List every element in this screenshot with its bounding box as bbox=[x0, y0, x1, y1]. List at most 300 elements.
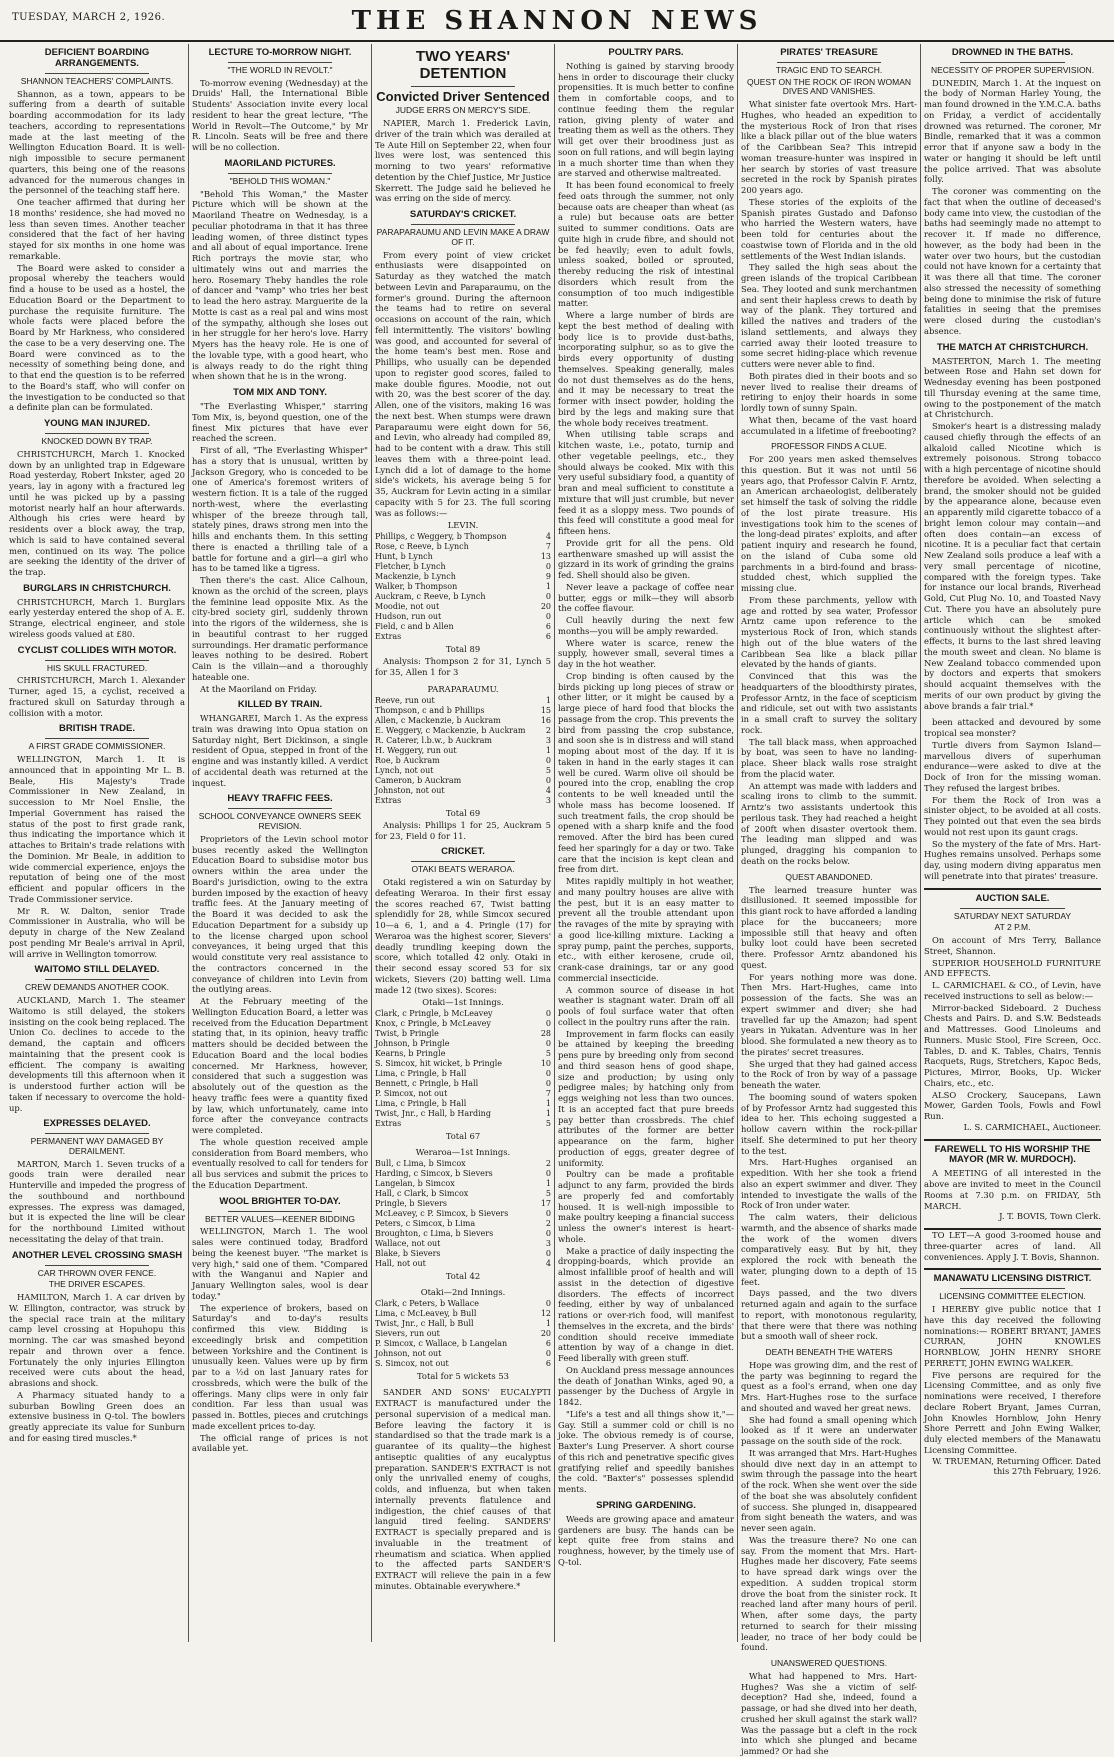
batsman-runs: 2 bbox=[545, 1219, 551, 1229]
scorecard-team: Otaki—1st Innings. bbox=[422, 997, 504, 1008]
scorecard-team: LEVIN. bbox=[447, 520, 479, 531]
article-paragraph: The booming sound of waters spoken of by Professor Arntz had suggested this idea to her. This echoing suggested a hollow cavern within the rock-pillar itself. She determined to put her theory to the test. bbox=[741, 1091, 917, 1156]
article bbox=[375, 1387, 551, 1591]
article bbox=[375, 48, 551, 204]
article-paragraph: On Auckland press message announces the death of Jonathan Winks, aged 90, a passenger by the Duchess of Argyle in 1842. bbox=[558, 1364, 734, 1408]
article-paragraph: Poultry can be made a profitable adjunct to any farm, provided the birds are properly fed and comfortably housed. It is well-nigh impossible to make poultry keeping a financial success unless the owner's interest is heart-whole. bbox=[558, 1169, 734, 1244]
article-headline: KILLED BY TRAIN. bbox=[237, 699, 323, 711]
batsman-runs: 0 bbox=[545, 1009, 551, 1019]
scorecard-row bbox=[375, 602, 551, 612]
article-paragraph: CHRISTCHURCH, March 1. Knocked down by an unlighted trap in Edgeware Road yesterday, Robert Inkster, aged 20 years, lay in agony with a fractured leg until he was picked up by a passing motorist nearly half an hour afterwards. Although his cries were heard by residents over a block away, the trap, which is said to have contained several men, continued on its way. The police are seeking the identity of the driver of the trap. bbox=[9, 448, 185, 578]
batsman-entry: Phillips, c Weggery, b Thompson bbox=[375, 532, 507, 542]
headline-rule bbox=[45, 433, 149, 434]
article-subheading: AT 2 P.M. bbox=[994, 922, 1031, 933]
article-paragraph: AUCKLAND, March 1. The steamer Waitomo is still delayed, the stokers insisting on the cook being replaced. The Union Co. declines to accede to the demand, the captain and officers maintaining that the present cook is efficient. The company is awaiting developments till this afternoon when it is understood further action will be taken if necessary to overcome the hold-up. bbox=[9, 995, 185, 1113]
batsman-entry: Extras bbox=[375, 795, 402, 805]
article-paragraph: Where water is scarce, renew the supply, however small, several times a day in the hot weather. bbox=[558, 637, 734, 670]
batsman-entry: Kearns, b Pringle bbox=[375, 1049, 446, 1059]
headline-rule bbox=[777, 62, 881, 63]
batsman-runs: 1 bbox=[545, 1109, 551, 1119]
article-paragraph: First of all, "The Everlasting Whisper" has a story that is unusual, written by Jackson Gregory, who is conceded to be one of America's foremost writers of western fiction. It is a tale of the rugged north-west, where the everlasting whisper of the breeze through tall, stately pines, draws strong men into the hills and enchants them. In this setting there is enacted a thrilling tale of a battle for fortune and a girl—a girl who has to be tamed like a tigress. bbox=[192, 445, 368, 574]
scorecard-row bbox=[375, 1059, 551, 1069]
scorecard-row bbox=[375, 1099, 551, 1109]
batsman-runs: 0 bbox=[545, 1019, 551, 1029]
article-paragraph: From these parchments, yellow with age and rotted by sea water, Professor Arntz came upon reference to the mysterious Rock of Iron, which stands high out of the blue waters of the Caribbean Sea like a black pillar elevated by the hands of giants. bbox=[741, 594, 917, 670]
scorecard-row bbox=[375, 776, 551, 786]
article-headline: HEAVY TRAFFIC FEES. bbox=[227, 793, 333, 805]
article-paragraph: For them the Rock of Iron was a sinister object, to be avoided at all costs. They pointed out that even the sea birds would not rest upon its gaunt crags. bbox=[924, 794, 1101, 837]
batsman-entry: Peters, c Simcox, b Lima bbox=[375, 1219, 476, 1229]
headline-rule bbox=[411, 86, 515, 87]
scorecard-row bbox=[375, 736, 551, 746]
article-subheading: BETTER VALUES—KEENER BIDDING bbox=[204, 1213, 356, 1224]
scorecard-total: Total for 5 wickets 53 bbox=[416, 1371, 510, 1382]
article-subheading: UNANSWERED QUESTIONS. bbox=[770, 1658, 888, 1669]
article-paragraph: L. CARMICHAEL & CO., of Levin, have received instructions to sell as below:— bbox=[924, 980, 1101, 1001]
scorecard-row bbox=[375, 532, 551, 542]
article bbox=[9, 48, 185, 413]
article-paragraph: For 200 years men asked themselves this question. But it was not until 56 years ago, that Professor Calvin F. Arntz, an American archaeologist, deliberately set himself the task of solving the riddle of the lost pirate treasure. His investigations took him to the scenes of the long-dead pirates' exploits, and after patient inquiry and research he found, on the island of Cuba some old parchments in a bird-found and brass-studded chest, which supplied the missing clue. bbox=[741, 454, 917, 594]
article-headline: MANAWATU LICENSING DISTRICT. bbox=[933, 1273, 1092, 1285]
article-paragraph: been attacked and devoured by some tropical sea monster? bbox=[924, 717, 1101, 739]
article-paragraph: Crop binding is often caused by the birds picking up long pieces of straw or other litter, or it might be caused by a large piece of hard food that blocks the passage from the crop. This prevents the bird from passing the crop substance, and soon she is in distress and will stand moping about most of the day. If it is taken in hand in the early stages it can well be cured. Warm olive oil should be poured into the crop, enabling the crop contents to be well kneaded until the whole mass has become loosened. If such treatment fails, the crop should be opened with a sharp knife and the food removed. After the bird has been cured feed her sparingly for a day or two. Take care that the incision is kept clean and free from dirt. bbox=[558, 670, 734, 875]
batsman-entry: Sievers, run out bbox=[375, 1329, 440, 1339]
batsman-entry: Reeve, run out bbox=[375, 695, 435, 705]
article bbox=[375, 847, 551, 1141]
headline-rule bbox=[228, 173, 332, 174]
scorecard-row bbox=[375, 1229, 551, 1239]
scorecard-row bbox=[375, 1019, 551, 1029]
scorecard-row bbox=[375, 786, 551, 796]
article-paragraph: She urged that they had gained access to the Rock of Iron by way of a passage beneath the water. bbox=[741, 1058, 917, 1090]
article-paragraph: What sinister fate overtook Mrs. Hart-Hughes, who headed an expedition to the mysterious Rock of Iron that rises like a black pillar out of the blue waters of the Caribbean Sea? This intrepid woman treasure-hunter was inspired in her search by stories of vast treasure secreted in the rock by Spanish pirates 200 years ago. bbox=[741, 99, 917, 196]
article-paragraph: What had happened to Mrs. Hart-Hughes? Was she a victim of self-deception? Had she, indeed, found a passage, or had she dived into her death, crushed her skull against the stark wall? Was the passage but a cleft in the rock into which she plunged and became jammed? Or had she bbox=[741, 1670, 917, 1757]
batsman-entry: Langelan, b Simcox bbox=[375, 1179, 455, 1189]
batsman-entry: McLeavey, c P. Simcox, b Sievers bbox=[375, 1209, 509, 1219]
batsman-entry: Field, c and b Allen bbox=[375, 622, 454, 632]
article-paragraph: These stories of the exploits of the Spanish pirates Gustado and Dafonso who harried the Western waters, have been told for centuries about the coastwise town of Florida and in the old settlements of the West Indian islands. bbox=[741, 196, 917, 261]
scorecard-row bbox=[375, 622, 551, 632]
batsman-entry: Clark, c Pringle, b McLeavey bbox=[375, 1009, 493, 1019]
article bbox=[192, 1197, 368, 1454]
bowling-analysis: Analysis: Thompson 2 for 31, Lynch 5 for 35, Allen 1 for 3 bbox=[375, 656, 551, 678]
batsman-entry: Auckram, c Reeve, b Lynch bbox=[375, 592, 486, 602]
batsman-entry: P. Simcox, c Wallace, b Langelan bbox=[375, 1339, 508, 1349]
scorecard-row bbox=[375, 1329, 551, 1339]
article bbox=[558, 48, 734, 1495]
article bbox=[924, 894, 1101, 1133]
article-subheading: "THE WORLD IN REVOLT." bbox=[227, 64, 333, 75]
article bbox=[9, 646, 185, 719]
batsman-entry: Lima, c Pringle, b Hall bbox=[375, 1069, 467, 1079]
article bbox=[192, 388, 368, 694]
article-signature: W. TRUEMAN, Returning Officer. Dated this 27th February, 1926. bbox=[932, 1455, 1101, 1477]
batsman-runs: 0 bbox=[545, 612, 551, 622]
article-signature: J. T. BOVIS, Town Clerk. bbox=[999, 1211, 1101, 1222]
batsman-entry: P. Simcox, not out bbox=[375, 1089, 448, 1099]
section-divider bbox=[924, 1139, 1101, 1141]
batsman-runs: 1 bbox=[545, 582, 551, 592]
scorecard-row bbox=[375, 1219, 551, 1229]
article-paragraph: ALSO Crockery, Saucepans, Lawn Mower, Garden Tools, Fowls and Fowl Run. bbox=[924, 1089, 1101, 1122]
article-paragraph: Cull heavily during the next few months—you will be amply rewarded. bbox=[558, 615, 734, 636]
batsman-runs: 0 bbox=[545, 562, 551, 572]
batsman-runs: 0 bbox=[545, 1229, 551, 1239]
batsman-runs: 20 bbox=[540, 602, 551, 612]
batsman-runs: 13 bbox=[540, 552, 551, 562]
batsman-entry: Clark, c Peters, b Wallace bbox=[375, 1299, 480, 1309]
article-subheading: SHANNON TEACHERS' COMPLAINTS. bbox=[20, 75, 174, 86]
batsman-entry: Johnson, b Pringle bbox=[375, 1039, 450, 1049]
article-paragraph: Five persons are required for the Licensing Committee, and as only five nominations were received, I therefore declare Robert Bryant, James Curran, John Knowles Hornblow, John Henry Shore Perrett and John Ewing Walker, duly elected members of the Manawatu Licensing Committee. bbox=[924, 1369, 1101, 1455]
batsman-runs: 7 bbox=[545, 542, 551, 552]
article-subheading: KNOCKED DOWN BY TRAP. bbox=[41, 436, 153, 447]
headline-rule bbox=[411, 861, 515, 862]
article-paragraph: WHANGAREI, March 1. As the express train was drawing into Opua station on Saturday night, Bert Dickinson, a single resident of Opua, stepped in front of the engine and was instantly killed. A verdict of accidental death was returned at the inquest. bbox=[192, 713, 368, 788]
article-headline: MAORILAND PICTURES. bbox=[224, 157, 336, 169]
scorecard-row bbox=[375, 796, 551, 806]
scorecard-row bbox=[375, 1359, 551, 1369]
scorecard-row bbox=[375, 632, 551, 642]
scorecard-row bbox=[375, 706, 551, 716]
article-paragraph: At the Maoriland on Friday. bbox=[200, 683, 317, 694]
article-headline: THE MATCH AT CHRISTCHURCH. bbox=[936, 341, 1089, 353]
article bbox=[558, 1501, 734, 1568]
article-paragraph: On account of Mrs Terry, Ballance Street, Shannon. bbox=[924, 935, 1101, 956]
article-subheading: PROFESSOR FINDS A CLUE. bbox=[771, 441, 887, 452]
article-headline: POULTRY PARS. bbox=[608, 47, 684, 58]
scorecard-row bbox=[375, 1189, 551, 1199]
batsman-runs: 6 bbox=[545, 1359, 551, 1369]
batsman-runs: 0 bbox=[545, 1039, 551, 1049]
scorecard-row bbox=[375, 1009, 551, 1019]
article-paragraph: Improvement in farm flocks can easily be attained by keeping the breeding pens pure by breeding only from second and third season hens of good shape, size and production; by using only pedigree males; by hatching only from eggs weighing not less than two ounces. It is an accepted fact that pure breeds pay better than crossbreds. The chief attributes of the former are better appearance on the farm, higher production of eggs, greater degree of uniformity. bbox=[558, 1028, 734, 1168]
scorecard-row bbox=[375, 1109, 551, 1119]
scorecard-row bbox=[375, 1339, 551, 1349]
article-paragraph: The experience of brokers, based on Saturday's and to-day's results confirmed this view. Bidding is exceedingly brisk and competition between Yorkshire and the Continent is unusually keen. Values were up by firm par to a ½d on last January rates for crossbreds, which were the bulk of the offerings. Many clips were in only fair condition. Far less than usual was passed in. Bottles, pieces and crutchings made excellent prices to-day. bbox=[192, 1302, 368, 1431]
article bbox=[741, 1348, 917, 1653]
batsman-runs: 16 bbox=[540, 715, 551, 725]
scorecard-team: Weraroa—1st Innings. bbox=[415, 1147, 511, 1158]
article-paragraph: What then, became of the vast hoard accumulated in a lifetime of freebooting? bbox=[741, 414, 917, 436]
scorecard-row bbox=[375, 1119, 551, 1129]
article-paragraph: From every point of view cricket enthusiasts were disappointed on Saturday as they watched the match between Levin and Paraparaumu, on the former's ground. During the afternoon the teams had to retire on several occasions on account of the rain, which fell intermittently. The visitors' bowling was good, and accounted for several of the home team's best men. Rose and Phillips, who usually can be depended upon to register good scores, failed to make double figures. Moodie, not out with 20, was the best scorer of the day. Allen, one of the visitors, making 16 was the next best. When stumps were drawn Paraparaumu were eight down for 56, and Levin, who already had compiled 89, had to be content with a draw. This still leaves them with a three-point lead. Lynch did a lot of damage to the home side's wickets, his average being 5 for 35, Auckram for Levin acting in a similar capacity with 5 for 23. The full scoring was as follows:— bbox=[375, 249, 551, 518]
article-paragraph: They sailed the high seas about the green islands of the tropical Caribbean Sea. They looted and sunk merchantmen and sent their hapless crews to death by way of the plank. They tortured and killed the natives and traders of the island settlements, and always they carried away their looted treasure to some secret hiding-place which revenue cutters were never able to find. bbox=[741, 262, 917, 370]
batsman-entry: Twist, Jnr., c Hall, b Bull bbox=[375, 1319, 474, 1329]
article-paragraph: HAMILTON, March 1. A car driven by W. Ellington, contractor, was struck by the special race train at the military camp level crossing at Hopuhopu this morning. The car was smashed beyond repair and thrown over a fence. Fortunately the only injuries Ellington received were cuts about the head, abrasions and shock. bbox=[9, 1292, 185, 1389]
batsman-runs: 1 bbox=[545, 695, 551, 705]
batsman-entry: E. Weggery, c Mackenzie, b Auckram bbox=[375, 725, 526, 735]
batsman-entry: R. Caterer, l.b.w., b Auckram bbox=[375, 735, 492, 745]
article-paragraph: The calm waters, their delicious warmth, and the absence of sharks made the work of the women divers comparatively easy. But by hit, they explored the rock with beneath the water, plunging down to a depth of 15 feet. bbox=[741, 1212, 917, 1287]
batsman-runs: 17 bbox=[540, 1199, 551, 1209]
article-subheading: SCHOOL CONVEYANCE OWNERS SEEK REVISION. bbox=[198, 811, 362, 832]
batsman-runs: 0 bbox=[545, 1209, 551, 1219]
headline-rule bbox=[45, 73, 149, 74]
article-paragraph: To-morrow evening (Wednesday) at the Druids' Hall, the International Bible Students' Association invite every local resident to hear the great lecture, "The World in Revolt—The Outcome," by Mr R. Lincoln. Seats will be free and there will be no collection. bbox=[192, 77, 368, 153]
batsman-runs: 0 bbox=[545, 1169, 551, 1179]
column-4 bbox=[555, 44, 738, 1642]
batsman-runs: 20 bbox=[540, 1329, 551, 1339]
article-headline: WOOL BRIGHTER TO-DAY. bbox=[219, 1195, 341, 1207]
article-subheading: JUDGE ERRS ON MERCY'S SIDE. bbox=[395, 105, 531, 116]
scorecard-row bbox=[375, 1089, 551, 1099]
headline-rule bbox=[228, 1211, 332, 1212]
batsman-entry: Hall, not out bbox=[375, 1259, 426, 1269]
article-paragraph: SUPERIOR HOUSEHOLD FURNITURE AND EFFECTS. bbox=[924, 957, 1101, 979]
batsman-entry: Wallace, not out bbox=[375, 1239, 441, 1249]
article-paragraph: I HEREBY give public notice that I have this day received the following nominations:— ROBERT BRYANT, JAMES CURRAN, JOHN KNOWLES HORNBLOW, JOHN HENRY SHORE PERRETT, JOHN EWING WALKER. bbox=[924, 1304, 1101, 1368]
headline-rule bbox=[960, 1288, 1065, 1289]
article-subheading: A FIRST GRADE COMMISSIONER. bbox=[28, 741, 166, 752]
article-paragraph: CHRISTCHURCH, March 1. Burglars early yesterday entered the shop of A. E. Strange, electrical engineer, and stole wireless goods valued at £80. bbox=[9, 596, 185, 639]
article bbox=[375, 1287, 551, 1381]
article-paragraph: The Board were asked to consider a proposal whereby the teachers would find a house to be used as a hostel, the Education Board or the Department to purchase the requisite furniture. The whole facts were placed before the Board by Mr Harkness, who considered the case to be a very deserving one. The Board were convinced as to the necessity of something being done, and to that end the question is to be referred to the Board's staff, who will confer on the investigation to be conducted so that a definite plan can be formulated. bbox=[9, 262, 185, 413]
article bbox=[9, 1119, 185, 1244]
article bbox=[9, 965, 185, 1113]
section-divider bbox=[924, 1268, 1101, 1270]
batsman-runs: 0 bbox=[545, 1299, 551, 1309]
scorecard-row bbox=[375, 746, 551, 756]
batsman-runs: 15 bbox=[540, 705, 551, 715]
article-paragraph: DUNEDIN, March 1. At the inquest on the body of Norman Harley Young, the man found drowned in the Y.M.C.A. baths on Friday, a verdict of accidentally drowned was returned. The coroner, Mr Bindle, remarked that it was a common error that if anyone saw a body in the water or hanging it should be left until the police arrived. That was absolute folly. bbox=[924, 77, 1101, 185]
batsman-runs: 0 bbox=[545, 755, 551, 765]
article bbox=[924, 717, 1101, 881]
scorecard-total: Total 42 bbox=[445, 1271, 481, 1282]
batsman-entry: S. Simcox, not out bbox=[375, 1359, 449, 1369]
article-paragraph: It has been found economical to freely feed oats through the summer, not only because oats are cheaper than wheat (as a rule) but because oats are better suited to summer conditions. Oats are quite high in crude fibre, and should not be fed heavily; even to adult fowls, unless soaked, boiled or sprouted, thereby reducing the risk of intestinal disorders which result from the consumption of too much indigestible matter. bbox=[558, 180, 734, 309]
scorecard-row bbox=[375, 1169, 551, 1179]
article-subheading: TRAGIC END TO SEARCH. bbox=[775, 64, 883, 75]
article-paragraph: Where a large number of birds are kept the best method of dealing with body lice is to provide dust-baths, incorporating sulphur, so as to give the birds every opportunity of dusting themselves. Speaking generally, males do not dust themselves as do the hens, and it may be necessary to treat the former with insect powder, holding the bird by the legs and making sure that the whole body receives treatment. bbox=[558, 310, 734, 428]
batsman-entry: Lima, c McLeavey, b Bull bbox=[375, 1309, 477, 1319]
batsman-entry: Knox, c Pringle, b McLeavey bbox=[375, 1019, 491, 1029]
article-paragraph: An attempt was made with ladders and scaling irons to climb to the summit. Arntz's two assistants undertook this perilous task. They had reached a height of 200ft when disaster overtook them. The leading man slipped and was plunged, dragging his companion to death on the rocks below. bbox=[741, 780, 917, 866]
scorecard-row bbox=[375, 1299, 551, 1309]
headline-rule bbox=[411, 224, 515, 225]
article-headline: EXPRESSES DELAYED. bbox=[43, 1118, 151, 1130]
batsman-entry: Lima, c Pringle, b Hall bbox=[375, 1099, 467, 1109]
scorecard-row bbox=[375, 1179, 551, 1189]
batsman-runs: 2 bbox=[545, 725, 551, 735]
column-6 bbox=[921, 44, 1104, 1642]
scorecard-row bbox=[375, 726, 551, 736]
article-subheading: DEATH BENEATH THE WATERS bbox=[765, 1347, 893, 1357]
batsman-runs: 3 bbox=[545, 795, 551, 805]
batsman-runs: 4 bbox=[545, 785, 551, 795]
article-paragraph: "Behold This Woman," the Master Picture which will be shown at the Maoriland Theatre on Wednesday, is a peculiar photodrama in that it has three leading women, of three distinct types and all about of equal importance. Irene Rich portrays the movie star, who ultimately wins out and marries the hero. Rosemary Theby handles the role of dancer and "vamp" who tries her best to lead the hero astray. Marguerite de la Motte is cast as a real pal and wins most of the sympathy, although she loses out in her struggle for her hero's love. Harry Myers has the heavy role. He is one of the lovable type, with a good heart, who is always ready to do the right thing when shown that he is in the wrong. bbox=[192, 188, 368, 382]
article-headline: TWO YEARS' DETENTION bbox=[415, 48, 511, 83]
scorecard-row bbox=[375, 542, 551, 552]
batsman-runs: 5 bbox=[545, 765, 551, 775]
column-1 bbox=[6, 44, 189, 1642]
scorecard-row bbox=[375, 1069, 551, 1079]
scorecard-row bbox=[375, 572, 551, 582]
article-paragraph: Turtle divers from Saymon Island—marvellous divers of superhuman endurance—were asked to dive at the Dock of Iron for the missing woman. They refused the largest bribes. bbox=[924, 739, 1101, 793]
batsman-runs: 0 bbox=[545, 775, 551, 785]
article-subheading: NECESSITY OF PROPER SUPERVISION. bbox=[930, 64, 1095, 75]
batsman-entry: Extras bbox=[375, 632, 402, 642]
article-headline: YOUNG MAN INJURED. bbox=[43, 418, 151, 430]
article-paragraph: TO LET—A good 3-roomed house and three-quarter acres of land. All conveniences. Apply J. T. Bovis, Shannon. bbox=[924, 1230, 1101, 1262]
article-subheading: OTAKI BEATS WERAROA. bbox=[411, 864, 515, 875]
article-headline: AUCTION SALE. bbox=[975, 892, 1050, 904]
article-signature: L. S. CARMICHAEL, Auctioneer. bbox=[963, 1121, 1101, 1132]
article-subheading: Convicted Driver Sentenced bbox=[376, 88, 550, 104]
article-subheading: PERMANENT WAY DAMAGED BY DERAILMENT. bbox=[30, 1136, 164, 1156]
headline-rule bbox=[45, 1133, 149, 1134]
headline-rule bbox=[960, 908, 1065, 909]
scorecard-row bbox=[375, 1049, 551, 1059]
bowling-analysis: Analysis: Phillips 1 for 25, Auckram 5 for 23, Field 0 for 11. bbox=[375, 819, 551, 841]
dateline: TUESDAY, MARCH 2, 1926. bbox=[12, 12, 166, 23]
batsman-runs: 6 bbox=[545, 622, 551, 632]
article-headline: SATURDAY'S CRICKET. bbox=[409, 209, 517, 221]
article-paragraph: When utilising table scraps and kitchen waste, i.e., potato, turnip and other vegetable peelings, etc., they should always be cooked. Mix with this very useful subsidiary food, a quantity of bran and meal sufficient to constitute a mixture that will just crumble, but never feed it as a sloppy mess. Two pounds of this feed will constitute a good meal for fifteen hens. bbox=[558, 429, 734, 537]
batsman-entry: Harding, c Simcox, b Sievers bbox=[375, 1169, 493, 1179]
article bbox=[924, 1230, 1101, 1262]
batsman-runs: 1 bbox=[545, 1319, 551, 1329]
batsman-runs: 9 bbox=[545, 572, 551, 582]
article-subheading: SATURDAY NEXT SATURDAY bbox=[953, 910, 1072, 921]
article-paragraph: Nothing is gained by starving broody hens in order to discourage their clucky propensities. It is much better to confine them in comfortable coops, and to continue feeding them the regular ration, giving plenty of water and treating them as well as the others. They will get over their broodiness just as soon on full rations, and will begin laying in a much shorter time than when they are starved and otherwise maltreated. bbox=[558, 60, 734, 179]
batsman-entry: Pringle, b Sievers bbox=[375, 1199, 448, 1209]
article-paragraph: At the February meeting of the Wellington Education Board, a letter was received from the Education Department stating that, in its opinion, heavy traffic matters should be decided between the Education Board and the local bodies concerned. Mr Harkness, however, considered that such a suggestion was absolutely out of the question as the heavy traffic fees were a quantity fixed by law, which unfortunately, came into force after the conveyance contracts were completed. bbox=[192, 996, 368, 1136]
article-paragraph: Never leave a package of coffee near butter, eggs or milk—they will absorb the coffee flavour. bbox=[558, 581, 734, 614]
article-paragraph: Otaki registered a win on Saturday by defeating Weraroa. In their first essay the scores reached 67, Twist batting splendidly for 28, while Simcox secured 10—a 6, 1, and a 4. Pringle (17) for Weraroa was the highest scorer, Sievers' deadly trundling keeping down the score, which totalled 42 only. Otaki in their second essay scored 53 for six wickets, Sievers (20) batting well. Lima made 12 (two sixes). Scores: bbox=[375, 877, 551, 995]
article-subheading: CAR THROWN OVER FENCE. bbox=[37, 1267, 157, 1278]
article bbox=[192, 794, 368, 1190]
article-paragraph: She had found a small opening which looked as if it were an underwater passage on the south side of the rock. bbox=[741, 1414, 917, 1447]
article-subheading: "BEHOLD THIS WOMAN." bbox=[229, 175, 331, 186]
batsman-entry: Johnston, not out bbox=[375, 785, 445, 795]
article bbox=[924, 343, 1101, 712]
column-5 bbox=[738, 44, 921, 1757]
article bbox=[741, 873, 917, 1342]
article-paragraph: Weeds are growing apace and amateur gardeners are busy. The hands can be kept quite free from stains and roughness, however, by the timely use of Q-tol. bbox=[558, 1513, 734, 1567]
batsman-runs: 10 bbox=[540, 1059, 551, 1069]
batsman-runs: 5 bbox=[545, 1189, 551, 1199]
scorecard-row bbox=[375, 582, 551, 592]
article bbox=[375, 210, 551, 678]
scorecard-row bbox=[375, 1249, 551, 1259]
headline-rule bbox=[228, 62, 332, 63]
article bbox=[192, 700, 368, 788]
scorecard-row bbox=[375, 612, 551, 622]
article-headline: DROWNED IN THE BATHS. bbox=[951, 47, 1074, 58]
scorecard-row bbox=[375, 1349, 551, 1359]
scorecard-total: Total 67 bbox=[445, 1131, 481, 1142]
headline-rule bbox=[45, 1265, 149, 1266]
article-paragraph: Mrs. Hart-Hughes organised an expedition. With her she took a friend also an expert swimmer and diver. They intended to investigate the walls of the Rock of Iron under water. bbox=[741, 1157, 917, 1211]
scorecard-row bbox=[375, 1029, 551, 1039]
article-paragraph: CHRISTCHURCH, March 1. Alexander Turner, aged 15, a cyclist, received a fractured skull on Saturday through a collision with a motor. bbox=[9, 675, 185, 718]
article-paragraph: One teacher affirmed that during her 18 months' residence, she had moved no less than seven times. Another teacher considered that the fact of her having stayed for six months in one home was remarkable. bbox=[9, 197, 185, 261]
batsman-entry: Hudson, run out bbox=[375, 612, 442, 622]
article-paragraph: Both pirates died in their boots and so never lived to realise their dreams of retiring to enjoy their hoards in some lordly town of sunny Spain. bbox=[741, 370, 917, 414]
batsman-runs: 0 bbox=[545, 592, 551, 602]
batsman-runs: 3 bbox=[545, 735, 551, 745]
scorecard-row bbox=[375, 1209, 551, 1219]
article-paragraph: Mirror-backed Sideboard. 2 Duchess Chests and Pairs. D. and S.W. Bedsteads and Mattresses. Good Linoleums and Runners. Music Stool, Fire Screen, Occ. Tables, D. and K. Tables, Chairs, Tennis Racquets, Rugs, Stretchers, Kapoc Beds, Pictures, Mirror, Books, Up. Wicker Chairs, etc., etc. bbox=[924, 1002, 1101, 1088]
article bbox=[924, 1274, 1101, 1477]
article bbox=[375, 684, 551, 842]
article-subheading: THE DRIVER ESCAPES. bbox=[48, 1279, 146, 1290]
batsman-entry: Allen, c Mackenzie, b Auckram bbox=[375, 715, 501, 725]
article-paragraph: Hope was growing dim, and the rest of the party was beginning to regard the quest as a fool's errand, when one day Mrs. Hart-Hughes rose to the surface and shouted and waved her great news. bbox=[741, 1359, 917, 1413]
article-paragraph: Days passed, and the two divers returned again and again to the surface to report, with monotonous regularity, that there were that there was nothing but a smooth wall of sheer rock. bbox=[741, 1288, 917, 1342]
scorecard-row bbox=[375, 592, 551, 602]
article bbox=[9, 724, 185, 959]
batsman-entry: Thompson, c and b Phillips bbox=[375, 705, 485, 715]
batsman-entry: Hall, c Clark, b Simcox bbox=[375, 1189, 469, 1199]
batsman-entry: Twist, Jnr., c Hall, b Harding bbox=[375, 1109, 491, 1119]
article-columns bbox=[6, 44, 1108, 1757]
batsman-entry: Bennett, c Pringle, b Hall bbox=[375, 1079, 479, 1089]
newspaper-title: THE SHANNON NEWS bbox=[351, 6, 763, 36]
article-paragraph: The official range of prices is not available yet. bbox=[192, 1432, 368, 1454]
batsman-entry: Moodie, not out bbox=[375, 602, 440, 612]
article bbox=[9, 1251, 185, 1444]
article-subheading: PARAPARAUMU AND LEVIN MAKE A DRAW OF IT. bbox=[376, 227, 550, 247]
batsman-entry: H. Weggery, run out bbox=[375, 745, 457, 755]
article-paragraph: The tall black mass, when approached by boat, was seen to have no landing-place. Sheer black walls rose straight from the placid water. bbox=[741, 736, 917, 779]
headline-rule bbox=[45, 738, 149, 739]
headline-rule bbox=[960, 62, 1065, 63]
article bbox=[741, 48, 917, 436]
article-subheading: HIS SKULL FRACTURED. bbox=[46, 662, 148, 673]
headline-rule bbox=[45, 979, 149, 980]
batsman-runs: 2 bbox=[545, 1159, 551, 1169]
article-paragraph: Convinced that this was the headquarters of the bloodthirsty pirates, Professor Arntz, in the face of scepticism and ridicule, set out with two assistants in a small craft to survey the solitary rock. bbox=[741, 671, 917, 735]
batsman-entry: Mackenzie, b Lynch bbox=[375, 572, 456, 582]
article-paragraph: WELLINGTON, March 1. It is announced that in appointing Mr L. B. Beale, His Majesty's Trade Commissioner in New Zealand, in succession to Mr Noel Enslie, the Imperial Government has raised the status of the post to first grade rank, thus indicating the importance which it attaches to Britain's trade relations with the Dominion. Mr Beale, in addition to wide commercial experience, enjoys the reputation of being one of the most efficient and popular officers in the Trade Commissioner service. bbox=[9, 754, 185, 904]
batsman-entry: Cameron, b Auckram bbox=[375, 775, 462, 785]
batsman-runs: 3 bbox=[545, 1239, 551, 1249]
scorecard-row bbox=[375, 696, 551, 706]
article bbox=[741, 1659, 917, 1757]
batsman-runs: 1 bbox=[545, 1179, 551, 1189]
article-paragraph: MASTERTON, March 1. The meeting between Rose and Hahn set down for Wednesday evening has been postponed till Thursday evening at the same time, owing to the postponement of the match at Christchurch. bbox=[924, 355, 1101, 420]
batsman-runs: 5 bbox=[545, 1049, 551, 1059]
scorecard-row bbox=[375, 1079, 551, 1089]
article-paragraph: Provide grit for all the pens. Old earthenware smashed up will assist the gizzard in its work of grinding the grains fed. Shell should also be given. bbox=[558, 537, 734, 581]
batsman-entry: Broughton, c Lima, b Sievers bbox=[375, 1229, 494, 1239]
batsman-runs: 6 bbox=[545, 1339, 551, 1349]
batsman-entry: Johnson, not out bbox=[375, 1349, 442, 1359]
article-paragraph: Shannon, as a town, appears to be suffering from a dearth of suitable boarding accommodation for its lady teachers, according to representations made at the last meeting of the Wellington Education Board. It is well-nigh impossible to secure permanent quarters, this being one of the reasons advanced for the numerous changes in the personnel of the teaching staff here. bbox=[9, 88, 185, 196]
article-paragraph: A common source of disease in hot weather is stagnant water. Drain off all pools of foul surface water that often collect in the poultry runs after the rain. bbox=[558, 984, 734, 1027]
article-paragraph: Mr R. W. Dalton, senior Trade Commissioner in Australia, who will be deputy in charge of the New Zealand post pending Mr Beale's arrival in April, will arrive in Wellington tomorrow. bbox=[9, 905, 185, 959]
batsman-runs: 7 bbox=[545, 1089, 551, 1099]
batsman-runs: 0 bbox=[545, 1249, 551, 1259]
article-paragraph: The coroner was commenting on the fact that when the outline of deceased's body came into view, the custodian of the baths had seemingly made no attempt to recover it. If made no difference, however, as the body had been in the water over two hours, but the custodian could not have known for a certainty that it was there all that time. The coroner also stressed the necessity of something being done to minimise the risk of future fatalities in seeing that the premises were closed during the custodian's absence. bbox=[924, 186, 1101, 336]
batsman-runs: 1 bbox=[545, 1099, 551, 1109]
batsman-entry: Walker, b Thompson bbox=[375, 582, 458, 592]
scorecard-row bbox=[375, 1309, 551, 1319]
article-headline: WAITOMO STILL DELAYED. bbox=[34, 964, 160, 976]
batsman-runs: 12 bbox=[540, 1309, 551, 1319]
article-paragraph: SANDER AND SONS' EUCALYPTI EXTRACT is manufactured under the personal supervision of a medical man. Before leaving the factory it is standardised so that the trade mark is a guarantee of its quality—the highest antiseptic qualities of any eucalyptus preparation. SANDER'S EXTRACT is not only the unrivalled enemy of coughs, colds, and influenza, but when taken internally prevents flatulence and indigestion, the chief causes of that languid tired feeling. SANDERS' EXTRACT is specially prepared and is invaluable in the treatment of rheumatism and sciatica. When applied to the affected parts SANDER'S EXTRACT will relieve the pain in a few minutes. Obtainable everywhere.* bbox=[375, 1387, 551, 1591]
scorecard-row bbox=[375, 756, 551, 766]
article-paragraph: WELLINGTON, March 1. The wool sales were continued today, Bradford being the keenest buyer. "The market is very high," said one of them. "Compared with the Wanganui and Napier and January Wellington sales, wool is dear today." bbox=[192, 1226, 368, 1301]
scorecard-row bbox=[375, 766, 551, 776]
scorecard-row bbox=[375, 1259, 551, 1269]
scorecard-row bbox=[375, 1199, 551, 1209]
scorecard-total: Total 69 bbox=[445, 807, 481, 818]
article-headline: BURGLARS IN CHRISTCHURCH. bbox=[23, 582, 171, 594]
article-paragraph: The whole question received ample consideration from Board members, who eventually resolved to call for tenders for all bus services and submit the prices to the Education Department. bbox=[192, 1136, 368, 1190]
